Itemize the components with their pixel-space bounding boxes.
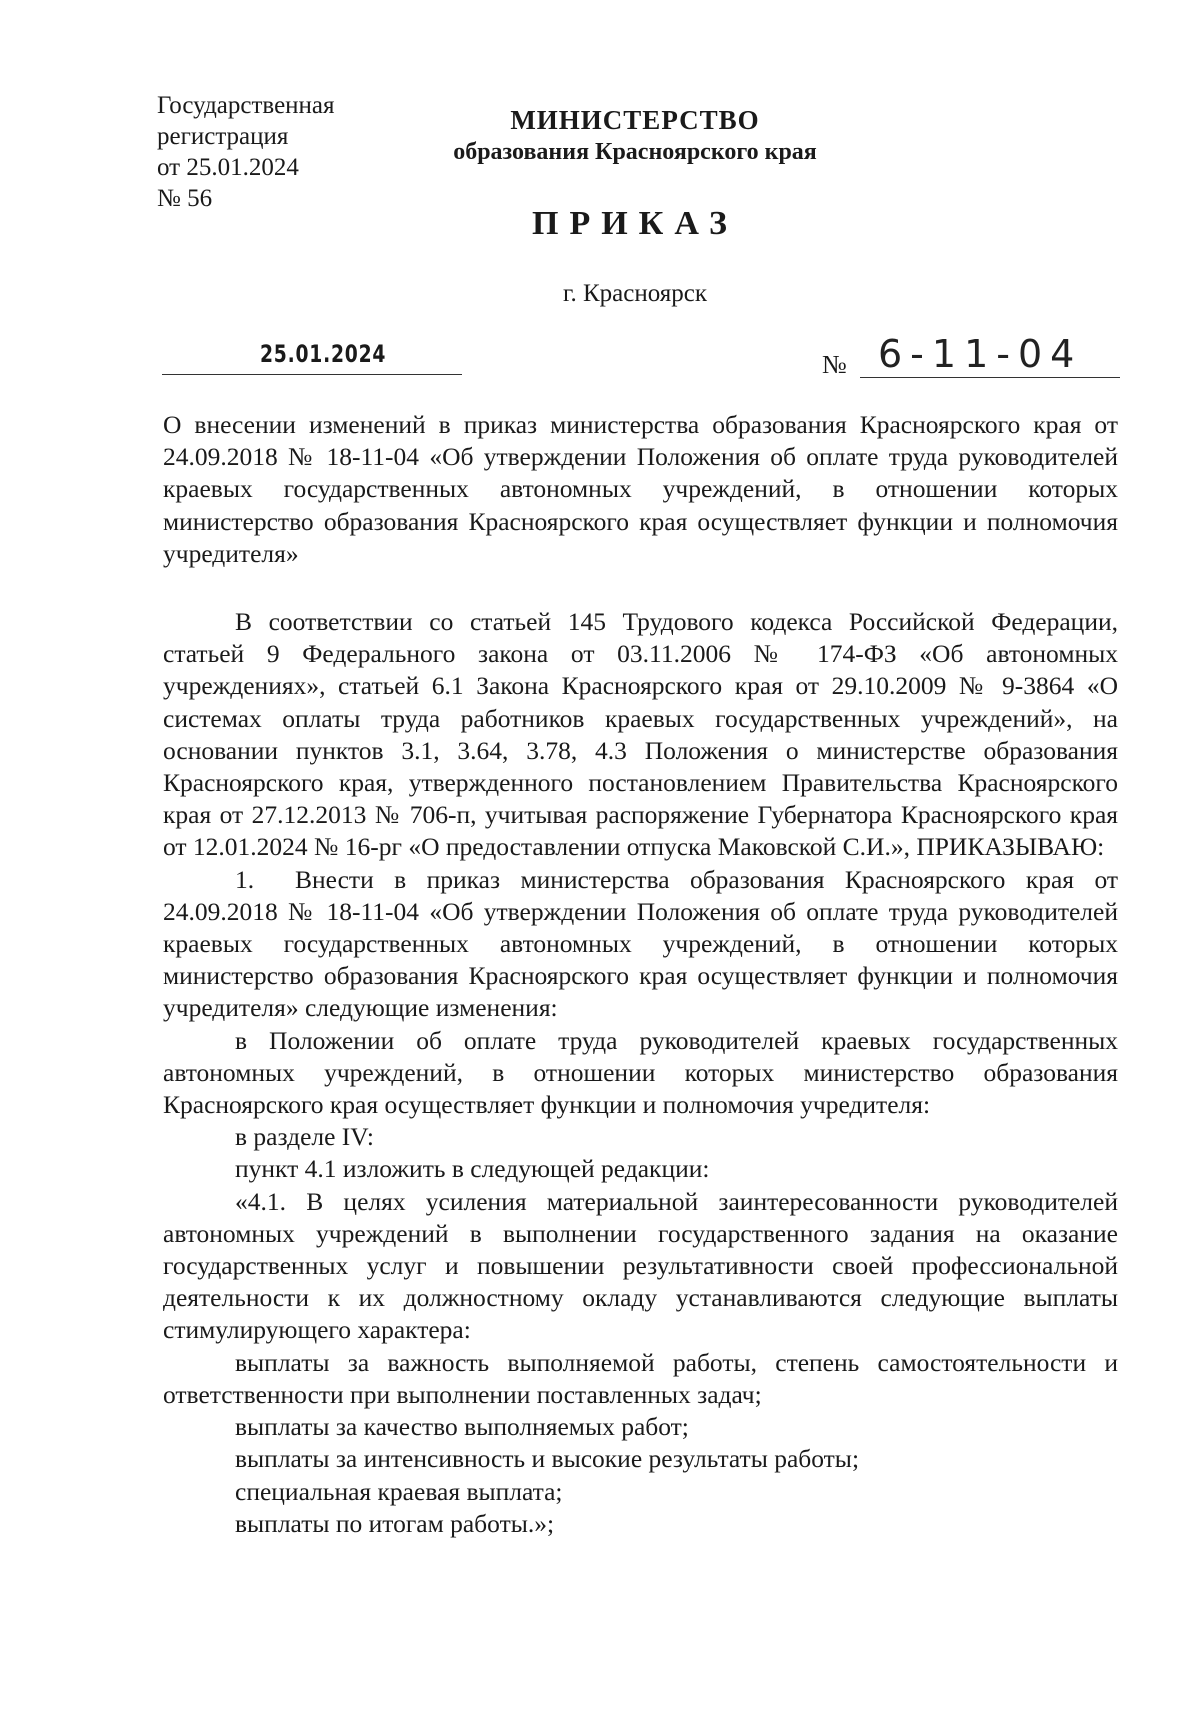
payment-item: выплаты по итогам работы.»; bbox=[235, 1508, 555, 1538]
registration-date: от 25.01.2024 bbox=[157, 154, 299, 181]
number-underline bbox=[860, 377, 1120, 378]
payment-item: выплаты за качество выполняемых работ; bbox=[235, 1412, 689, 1442]
payment-item: выплаты за важность выполняемой работы, степень самостоятельности и ответственности при выполнении поставленных задач; bbox=[163, 1347, 1118, 1409]
order-subject: О внесении изменений в приказ министерства образования Красноярского края от 24.09.2018 № 18-11-04 «Об утверждении Положения об оплате труда руководителей краевых государственных автономных учреждений, в отношении которых министерство образования Красноярского края осуществляет функции и полномочия учредителя» bbox=[163, 410, 1118, 568]
ministry-header bbox=[420, 103, 850, 167]
registration-line-1: Государственная bbox=[157, 92, 335, 119]
ministry-subtitle: образования Красноярского края bbox=[453, 139, 817, 165]
point-4-1-paragraph: «4.1. В целях усиления материальной заинтересованности руководителей автономных учреждений в выполнении государственного задания на оказание государственных услуг и повышении результативности своей профессиональной деятельности к их должностному окладу устанавливаются следующие выплаты стимулирующего характера: bbox=[163, 1186, 1118, 1345]
registration-line-2: регистрация bbox=[157, 123, 289, 150]
point-reference: пункт 4.1 изложить в следующей редакции: bbox=[235, 1154, 710, 1184]
order-date: 25.01.2024 bbox=[260, 340, 387, 368]
registration-number: № 56 bbox=[157, 185, 213, 212]
payment-item: выплаты за интенсивность и высокие результаты работы; bbox=[235, 1444, 860, 1474]
order-number-sign: № bbox=[822, 350, 847, 379]
document-type: ПРИКАЗ bbox=[532, 205, 738, 242]
ministry-title: МИНИСТЕРСТВО bbox=[510, 105, 760, 135]
payment-item: специальная краевая выплата; bbox=[235, 1476, 563, 1506]
item-1-number: 1. bbox=[235, 864, 255, 894]
registration-stamp bbox=[157, 90, 335, 214]
date-underline bbox=[162, 374, 462, 375]
preamble-paragraph: В соответствии со статьей 145 Трудового кодекса Российской Федерации, статьей 9 Федерального закона от 03.11.2006 № 174-ФЗ «Об автономных учреждениях», статьей 6.1 Закона Красноярского края от 29.10.2009 № 9-3864 «О системах оплаты труда работников краевых государственных учреждений», на основании пунктов 3.1, 3.64, 3.78, 4.3 Положения о министерстве образования Красноярского края, утвержденного постановлением Правительства Красноярского края от 27.12.2013 № 706-п, учитывая распоряжение Губернатора Красноярского края от 12.01.2024 № 16-рг «О предоставлении отпуска Маковской С.И.», ПРИКАЗЫВАЮ: bbox=[163, 607, 1118, 862]
city: г. Красноярск bbox=[563, 280, 707, 307]
regulation-intro-paragraph: в Положении об оплате труда руководителей краевых государственных автономных учреждений, в отношении которых министерство образования Красноярского края осуществляет функции и полномочия учредителя: bbox=[163, 1025, 1118, 1120]
item-1-text: Внести в приказ министерства образования Красноярского края от 24.09.2018 № 18-11-04 «Об утверждении Положения об оплате труда руководителей краевых государственных автономных учреждений, в отношении которых министерство образования Красноярского края осуществляет функции и полномочия учредителя» следующие изменения: bbox=[163, 864, 1118, 1023]
item-1-paragraph bbox=[163, 864, 1118, 1025]
section-reference: в разделе IV: bbox=[235, 1122, 374, 1152]
document-body bbox=[163, 409, 1118, 1540]
order-number: 6-11-04 bbox=[878, 332, 1083, 376]
